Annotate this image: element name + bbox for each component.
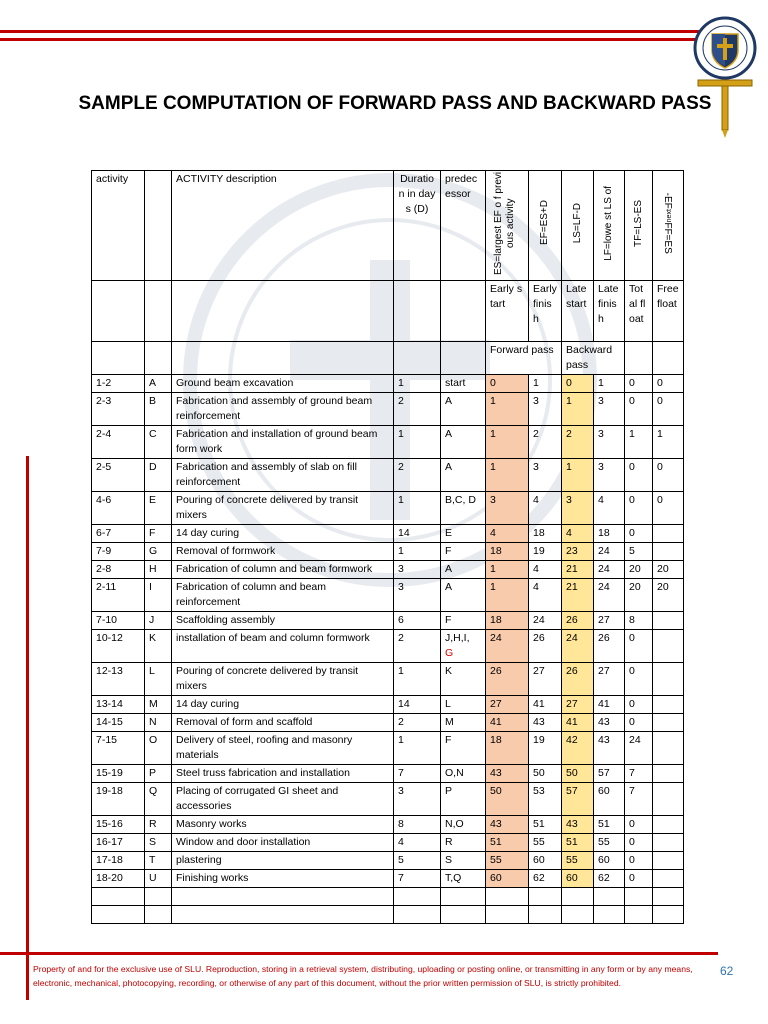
cell-pred: F	[441, 543, 486, 561]
cell-lf: 51	[594, 816, 625, 834]
cell-ls: 4	[562, 525, 594, 543]
page-number: 62	[720, 964, 734, 978]
col-header-activity: activity	[92, 171, 145, 281]
cell-ls: 51	[562, 834, 594, 852]
col-header-backward-pass: Backward pass	[562, 342, 625, 375]
col-header-es-formula: ES=largest EF o f previous activity	[486, 171, 529, 281]
cell-desc: Fabrication and assembly of ground beam reinforcement	[172, 393, 394, 426]
cell-lf: 4	[594, 492, 625, 525]
cell-es: 18	[486, 732, 529, 765]
cell-desc: Fabrication of column and beam reinforcement	[172, 579, 394, 612]
cell-tf: 5	[625, 543, 653, 561]
cell-code: U	[145, 870, 172, 888]
cell-tf: 24	[625, 732, 653, 765]
table-row	[92, 459, 684, 492]
cell-ef: 4	[529, 492, 562, 525]
cell-lf: 55	[594, 834, 625, 852]
cell-tf: 0	[625, 834, 653, 852]
header-red-rule-top	[0, 30, 700, 33]
footer-red-rule	[0, 952, 718, 955]
cell-tf: 0	[625, 696, 653, 714]
cell-ef: 1	[529, 375, 562, 393]
cell-ef: 3	[529, 459, 562, 492]
cell-ff	[653, 852, 684, 870]
cell-tf: 0	[625, 663, 653, 696]
cell-desc: Scaffolding assembly	[172, 612, 394, 630]
cell-es: 55	[486, 852, 529, 870]
cell-tf: 0	[625, 492, 653, 525]
table-row	[92, 393, 684, 426]
cell-es: 51	[486, 834, 529, 852]
cell-pred: E	[441, 525, 486, 543]
cell-ff	[653, 816, 684, 834]
cell-ef: 19	[529, 543, 562, 561]
cell-code: R	[145, 816, 172, 834]
table-row	[92, 816, 684, 834]
cell-ff	[653, 783, 684, 816]
cell-ff	[653, 714, 684, 732]
col-header-late-start: Late start	[562, 281, 594, 342]
cell-es: 4	[486, 525, 529, 543]
cell-d: 7	[394, 765, 441, 783]
cell-id: 2-3	[92, 393, 145, 426]
cell-ls: 42	[562, 732, 594, 765]
cell-id: 10-12	[92, 630, 145, 663]
cell-desc: Placing of corrugated GI sheet and accessories	[172, 783, 394, 816]
cell-es: 26	[486, 663, 529, 696]
cell-ls: 2	[562, 426, 594, 459]
cell-id: 6-7	[92, 525, 145, 543]
cell-tf: 0	[625, 393, 653, 426]
table-row	[92, 426, 684, 459]
cell-ls: 24	[562, 630, 594, 663]
cell-ef: 60	[529, 852, 562, 870]
cell-d: 6	[394, 612, 441, 630]
cell-ef: 19	[529, 732, 562, 765]
cell-ff: 0	[653, 393, 684, 426]
col-header-ls-formula: LS=LF-D	[562, 171, 594, 281]
cell-ls: 43	[562, 816, 594, 834]
cell-d: 5	[394, 852, 441, 870]
page-title: SAMPLE COMPUTATION OF FORWARD PASS AND BACKWARD PASS	[78, 93, 712, 114]
cell-code: S	[145, 834, 172, 852]
cell-desc: plastering	[172, 852, 394, 870]
col-header-code	[145, 171, 172, 281]
table-row	[92, 714, 684, 732]
cell-lf: 3	[594, 459, 625, 492]
cell-ff: 0	[653, 459, 684, 492]
cell-ls: 57	[562, 783, 594, 816]
cell-code: J	[145, 612, 172, 630]
cell-lf: 41	[594, 696, 625, 714]
cell-es: 43	[486, 816, 529, 834]
cell-lf: 24	[594, 561, 625, 579]
cell-pred: M	[441, 714, 486, 732]
cell-ls: 3	[562, 492, 594, 525]
cell-pred: J,H,I, G	[441, 630, 486, 663]
cell-tf: 0	[625, 816, 653, 834]
header-row-names	[92, 281, 684, 342]
cell-id: 17-18	[92, 852, 145, 870]
cell-code: B	[145, 393, 172, 426]
cell-tf: 0	[625, 525, 653, 543]
cell-id: 18-20	[92, 870, 145, 888]
cell-pred: R	[441, 834, 486, 852]
cell-code: D	[145, 459, 172, 492]
col-header-duration: Duration in days (D)	[394, 171, 441, 281]
cell-id: 12-13	[92, 663, 145, 696]
cell-pred: A	[441, 459, 486, 492]
cell-pred: A	[441, 561, 486, 579]
cell-ef: 62	[529, 870, 562, 888]
cell-ef: 2	[529, 426, 562, 459]
cell-code: O	[145, 732, 172, 765]
cell-d: 2	[394, 393, 441, 426]
col-header-lf-formula: LF=lowe st LS of	[594, 171, 625, 281]
cell-lf: 57	[594, 765, 625, 783]
cell-desc: Delivery of steel, roofing and masonry materials	[172, 732, 394, 765]
cell-es: 0	[486, 375, 529, 393]
cell-lf: 18	[594, 525, 625, 543]
cell-desc: Window and door installation	[172, 834, 394, 852]
cell-code: K	[145, 630, 172, 663]
table-row	[92, 732, 684, 765]
cell-ls: 1	[562, 393, 594, 426]
cell-tf: 7	[625, 783, 653, 816]
cell-es: 60	[486, 870, 529, 888]
cell-ls: 1	[562, 459, 594, 492]
cell-ef: 41	[529, 696, 562, 714]
cell-desc: Finishing works	[172, 870, 394, 888]
cell-tf: 0	[625, 375, 653, 393]
cell-ef: 50	[529, 765, 562, 783]
cell-id: 1-2	[92, 375, 145, 393]
col-header-description: ACTIVITY description	[172, 171, 394, 281]
cell-d: 1	[394, 732, 441, 765]
cell-tf: 7	[625, 765, 653, 783]
cell-ls: 26	[562, 612, 594, 630]
cell-d: 1	[394, 543, 441, 561]
cell-desc: Fabrication and assembly of slab on fill reinforcement	[172, 459, 394, 492]
cell-desc: Pouring of concrete delivered by transit mixers	[172, 492, 394, 525]
cell-desc: Steel truss fabrication and installation	[172, 765, 394, 783]
header-row-passes	[92, 342, 684, 375]
table-row	[92, 852, 684, 870]
cell-desc: Fabrication and installation of ground beam form work	[172, 426, 394, 459]
cell-lf: 27	[594, 612, 625, 630]
table-row	[92, 663, 684, 696]
cell-tf: 8	[625, 612, 653, 630]
cell-ls: 27	[562, 696, 594, 714]
table-row	[92, 543, 684, 561]
cell-es: 24	[486, 630, 529, 663]
cell-ff	[653, 696, 684, 714]
cell-code: Q	[145, 783, 172, 816]
cell-code: P	[145, 765, 172, 783]
cell-pred: A	[441, 579, 486, 612]
cell-desc: installation of beam and column formwork	[172, 630, 394, 663]
cell-ff: 0	[653, 492, 684, 525]
cell-ff	[653, 765, 684, 783]
cell-ls: 41	[562, 714, 594, 732]
cell-id: 15-19	[92, 765, 145, 783]
cell-pred: B,C, D	[441, 492, 486, 525]
cell-code: G	[145, 543, 172, 561]
cell-es: 3	[486, 492, 529, 525]
cell-es: 41	[486, 714, 529, 732]
cell-d: 14	[394, 696, 441, 714]
cell-desc: Pouring of concrete delivered by transit mixers	[172, 663, 394, 696]
cell-ef: 26	[529, 630, 562, 663]
cell-d: 1	[394, 492, 441, 525]
cell-code: A	[145, 375, 172, 393]
cell-desc: Fabrication of column and beam formwork	[172, 561, 394, 579]
header-red-rule-bottom	[0, 38, 700, 41]
cell-desc: 14 day curing	[172, 525, 394, 543]
table-row	[92, 630, 684, 663]
cell-ff: 20	[653, 561, 684, 579]
table-row	[92, 783, 684, 816]
cell-es: 27	[486, 696, 529, 714]
cell-d: 8	[394, 816, 441, 834]
col-header-total-float: Total float	[625, 281, 653, 342]
cell-d: 1	[394, 375, 441, 393]
table-row-empty	[92, 906, 684, 924]
cell-pred: K	[441, 663, 486, 696]
cell-ff	[653, 612, 684, 630]
cell-lf: 27	[594, 663, 625, 696]
cell-ff: 20	[653, 579, 684, 612]
cell-ef: 27	[529, 663, 562, 696]
cell-d: 2	[394, 630, 441, 663]
cell-code: I	[145, 579, 172, 612]
cell-ls: 21	[562, 579, 594, 612]
cell-ef: 4	[529, 561, 562, 579]
cell-id: 19-18	[92, 783, 145, 816]
cell-es: 1	[486, 561, 529, 579]
table-row	[92, 525, 684, 543]
cell-pred: F	[441, 732, 486, 765]
cell-code: L	[145, 663, 172, 696]
cell-lf: 3	[594, 393, 625, 426]
forward-backward-pass-table	[91, 170, 684, 924]
cell-ef: 4	[529, 579, 562, 612]
cell-d: 1	[394, 426, 441, 459]
cell-ff	[653, 525, 684, 543]
cell-code: H	[145, 561, 172, 579]
table-row	[92, 612, 684, 630]
cell-id: 7-9	[92, 543, 145, 561]
cell-d: 14	[394, 525, 441, 543]
cell-es: 1	[486, 459, 529, 492]
cell-id: 2-8	[92, 561, 145, 579]
cell-es: 1	[486, 579, 529, 612]
cell-id: 14-15	[92, 714, 145, 732]
cell-d: 3	[394, 579, 441, 612]
cell-es: 1	[486, 426, 529, 459]
cell-ff: 1	[653, 426, 684, 459]
cell-ff	[653, 732, 684, 765]
cell-pred: P	[441, 783, 486, 816]
cell-ff: 0	[653, 375, 684, 393]
cell-desc: Removal of formwork	[172, 543, 394, 561]
cell-desc: Ground beam excavation	[172, 375, 394, 393]
copyright-notice: Property of and for the exclusive use of SLU. Reproduction, storing in a retrieval system, distributing, uploading or posting online, or transmitting in any form or by any means, electronic, mechanical, photocopying, recording, or otherwise of any part of this document, without the prior written permission of SLU, is strictly prohibited.	[33, 964, 693, 988]
cell-lf: 62	[594, 870, 625, 888]
cell-pred: T,Q	[441, 870, 486, 888]
cell-pred: A	[441, 393, 486, 426]
cell-ef: 3	[529, 393, 562, 426]
cell-lf: 1	[594, 375, 625, 393]
cell-desc: Removal of form and scaffold	[172, 714, 394, 732]
cell-lf: 60	[594, 783, 625, 816]
cell-ff	[653, 630, 684, 663]
cell-lf: 24	[594, 579, 625, 612]
table-row	[92, 492, 684, 525]
cell-pred: N,O	[441, 816, 486, 834]
cell-desc: Masonry works	[172, 816, 394, 834]
cell-ff	[653, 870, 684, 888]
table-row	[92, 561, 684, 579]
table-row	[92, 834, 684, 852]
cell-id: 15-16	[92, 816, 145, 834]
col-header-early-start: Early start	[486, 281, 529, 342]
cell-code: T	[145, 852, 172, 870]
cell-d: 3	[394, 561, 441, 579]
cell-code: M	[145, 696, 172, 714]
cell-pred: L	[441, 696, 486, 714]
cell-id: 4-6	[92, 492, 145, 525]
cell-d: 4	[394, 834, 441, 852]
col-header-predecessor: predecessor	[441, 171, 486, 281]
cell-lf: 26	[594, 630, 625, 663]
cell-pred: start	[441, 375, 486, 393]
cell-pred: F	[441, 612, 486, 630]
cell-ff	[653, 543, 684, 561]
cell-id: 2-4	[92, 426, 145, 459]
header-row-formulas	[92, 171, 684, 281]
cell-d: 2	[394, 714, 441, 732]
cell-d: 2	[394, 459, 441, 492]
cell-es: 50	[486, 783, 529, 816]
cell-ff	[653, 834, 684, 852]
cell-ls: 50	[562, 765, 594, 783]
cell-code: N	[145, 714, 172, 732]
cell-d: 7	[394, 870, 441, 888]
cell-ef: 51	[529, 816, 562, 834]
cell-tf: 20	[625, 561, 653, 579]
cell-lf: 3	[594, 426, 625, 459]
cell-pred: O,N	[441, 765, 486, 783]
col-header-late-finish: Late finish	[594, 281, 625, 342]
cell-id: 2-5	[92, 459, 145, 492]
col-header-early-finish: Early finish	[529, 281, 562, 342]
cell-id: 7-10	[92, 612, 145, 630]
cell-id: 13-14	[92, 696, 145, 714]
cell-ef: 18	[529, 525, 562, 543]
cell-ef: 55	[529, 834, 562, 852]
cell-ls: 60	[562, 870, 594, 888]
cell-tf: 0	[625, 870, 653, 888]
cell-code: C	[145, 426, 172, 459]
cell-ef: 43	[529, 714, 562, 732]
cell-lf: 43	[594, 732, 625, 765]
col-header-free-float: Free float	[653, 281, 684, 342]
cell-pred: S	[441, 852, 486, 870]
cell-ef: 24	[529, 612, 562, 630]
cell-lf: 43	[594, 714, 625, 732]
cell-code: F	[145, 525, 172, 543]
table-row	[92, 375, 684, 393]
col-header-forward-pass: Forward pass	[486, 342, 562, 375]
cell-tf: 20	[625, 579, 653, 612]
cell-ef: 53	[529, 783, 562, 816]
cell-d: 1	[394, 663, 441, 696]
col-header-ff-formula: $FF=ES_{next}-EF$	[653, 171, 684, 281]
cell-id: 7-15	[92, 732, 145, 765]
table-row	[92, 765, 684, 783]
cell-tf: 1	[625, 426, 653, 459]
cell-tf: 0	[625, 852, 653, 870]
cell-id: 2-11	[92, 579, 145, 612]
table-row	[92, 870, 684, 888]
cell-code: E	[145, 492, 172, 525]
cell-tf: 0	[625, 630, 653, 663]
cell-es: 18	[486, 543, 529, 561]
cell-lf: 60	[594, 852, 625, 870]
left-red-bar	[26, 456, 29, 1000]
cell-lf: 24	[594, 543, 625, 561]
cell-ls: 26	[562, 663, 594, 696]
cell-es: 18	[486, 612, 529, 630]
cell-d: 3	[394, 783, 441, 816]
cell-tf: 0	[625, 714, 653, 732]
cell-ls: 21	[562, 561, 594, 579]
cell-es: 1	[486, 393, 529, 426]
cell-ff	[653, 663, 684, 696]
col-header-tf-formula: TF=LS-ES	[625, 171, 653, 281]
cell-ls: 23	[562, 543, 594, 561]
cell-id: 16-17	[92, 834, 145, 852]
cell-tf: 0	[625, 459, 653, 492]
table-row	[92, 696, 684, 714]
cell-ls: 55	[562, 852, 594, 870]
cell-desc: 14 day curing	[172, 696, 394, 714]
cell-es: 43	[486, 765, 529, 783]
table-row-empty	[92, 888, 684, 906]
cell-ls: 0	[562, 375, 594, 393]
cell-pred: A	[441, 426, 486, 459]
col-header-ef-formula: EF=ES+D	[529, 171, 562, 281]
table-row	[92, 579, 684, 612]
